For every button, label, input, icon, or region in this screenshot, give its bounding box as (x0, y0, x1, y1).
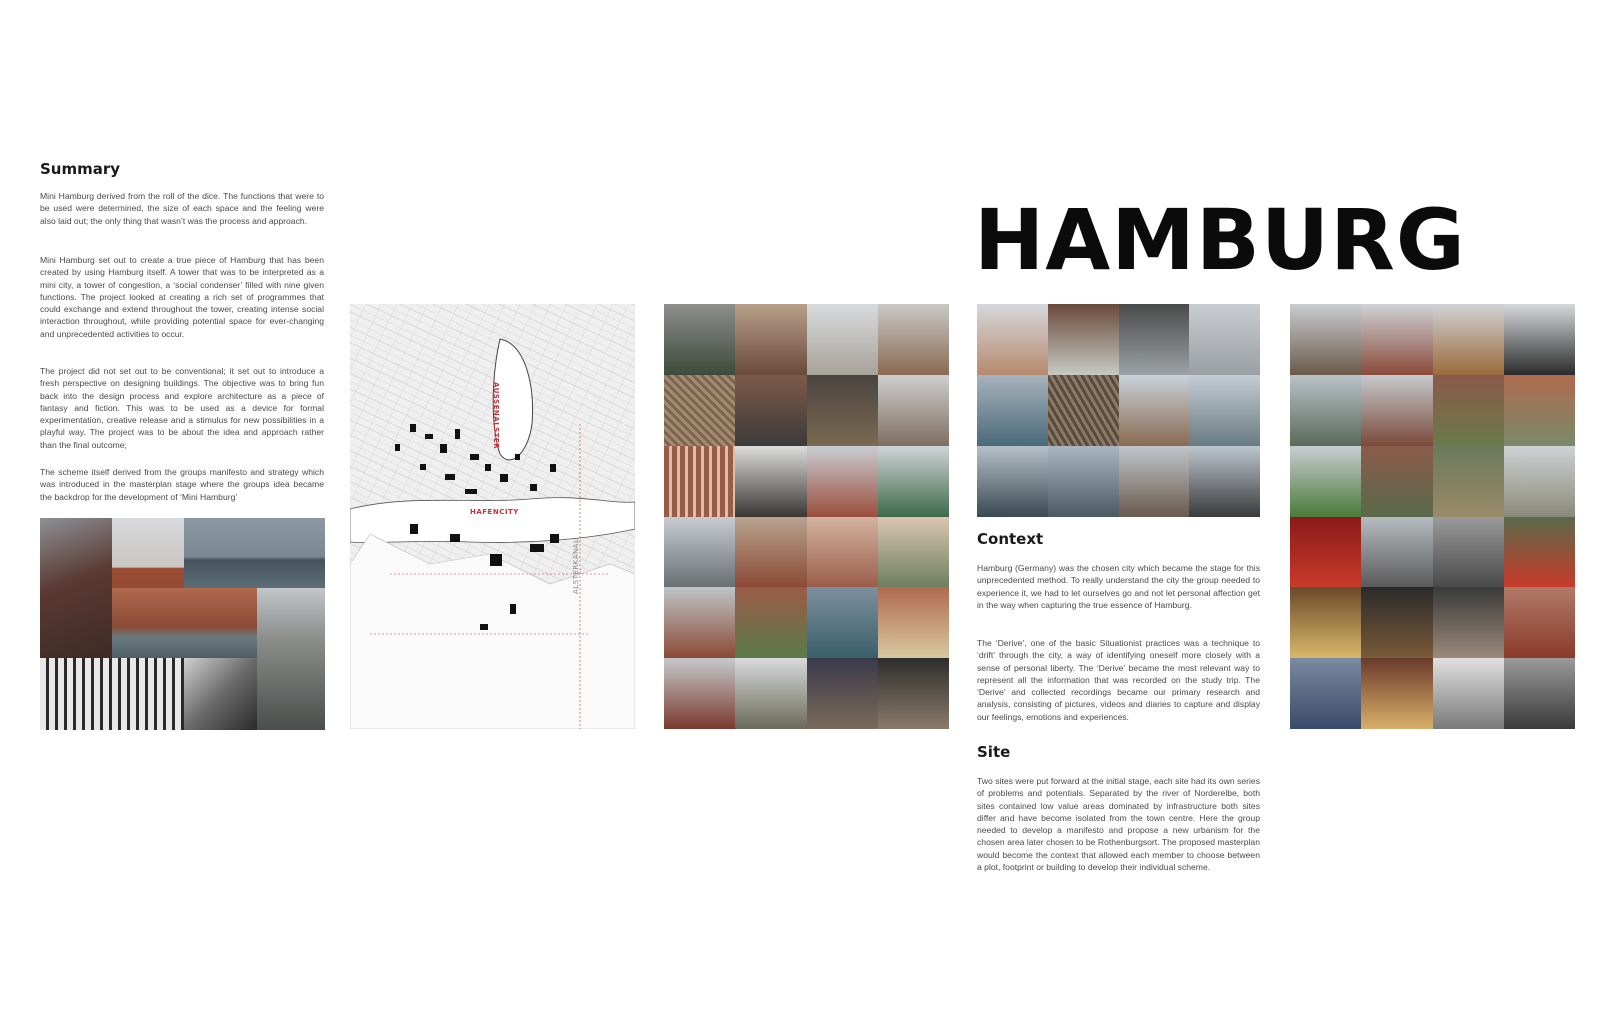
grid-photo (664, 587, 735, 658)
grid-photo (735, 304, 806, 375)
grid-photo (735, 587, 806, 658)
summary-heading: Summary (40, 160, 121, 178)
grid-photo (878, 517, 949, 588)
context-paragraph-2: The ‘Derive’, one of the basic Situationist practices was a technique to ‘drift’ through the city, a way of identifying oneself more closely with a sense of personal liberty. The ‘Derive’ became the most relevant way to represent all the information that was recorded on the study trip. The ‘Derive’ and collected recordings became our primary research and analysis, consisting of pictures, videos and diaries to capture and display our feelings, emotions and experiences. (977, 638, 1260, 722)
summary-paragraph-1: Mini Hamburg derived from the roll of the dice. The functions that were to be used were determined, the size of each space and the feeling were also laid out; the only thing that wasn’t was the process and approach. (40, 191, 324, 226)
summary-photo-collage (40, 518, 325, 730)
photo-rathaus (257, 588, 325, 730)
grid-photo (1119, 446, 1190, 517)
context-paragraph-1: Hamburg (Germany) was the chosen city which became the stage for this unprecedented method. To really understand the city the group needed to experience it, we had to let ourselves go and not let personal affection get in the way when capturing the true essence of Hamburg. (977, 563, 1260, 610)
photo-chilehaus (40, 518, 112, 658)
grid-photo (1361, 587, 1432, 658)
grid-photo (1361, 446, 1432, 517)
grid-photo (977, 446, 1048, 517)
grid-photo (1361, 658, 1432, 729)
grid-photo (1504, 658, 1575, 729)
photo-grid-right (1290, 304, 1575, 729)
grid-photo (664, 304, 735, 375)
map-label-alster: AUSSENALSTER (492, 382, 500, 450)
grid-photo (1290, 587, 1361, 658)
context-heading: Context (977, 530, 1044, 548)
photo-sprinkenhof-bw (184, 658, 257, 730)
map-river (350, 498, 635, 543)
photo-harbour (184, 518, 325, 588)
grid-photo (807, 517, 878, 588)
grid-photo (735, 446, 806, 517)
grid-photo (1361, 375, 1432, 446)
summary-paragraph-4: The scheme itself derived from the groups manifesto and strategy which was introduced in the masterplan stage where the groups idea became the backdrop for the development of ‘Mini Hamburg’ (40, 467, 324, 502)
grid-photo (735, 517, 806, 588)
summary-paragraph-3: The project did not set out to be conventional; it set out to introduce a fresh perspective on designing buildings. The objective was to bring fun back into the design process and explore architecture as a piece of fantasy and fiction. This was to be used as a device for formal experimentation, creative release and a stimulus for new possibilities in a playful way. The project was to be about the idea and approach rather than the final outcome; (40, 366, 324, 450)
photo-speicherstadt (112, 588, 257, 658)
grid-photo (1433, 304, 1504, 375)
grid-photo (1433, 587, 1504, 658)
grid-photo (664, 517, 735, 588)
grid-photo (807, 446, 878, 517)
grid-photo (735, 375, 806, 446)
grid-photo (1048, 375, 1119, 446)
grid-photo (1048, 446, 1119, 517)
map-label-hafencity: HAFENCITY (470, 508, 519, 516)
grid-photo (664, 658, 735, 729)
grid-photo (664, 446, 735, 517)
photo-grid-center (664, 304, 949, 729)
grid-photo (878, 658, 949, 729)
grid-photo (1290, 446, 1361, 517)
grid-photo (878, 375, 949, 446)
grid-photo (1119, 375, 1190, 446)
site-paragraph-1: Two sites were put forward at the initial stage, each site had its own series of problems and potentials. Separated by the river of Norderelbe, both sites contained low value areas dominated by infrastructure both sites differ and have become isolated from the town centre. Here the group needed to develop a manifesto and propose a new urbanism for the chosen area later chosen to be Rothenburgsort. The proposed masterplan would become the context that allowed each member to choose between a plot, footprint or building to develop their individual scheme. (977, 776, 1260, 873)
grid-photo (977, 304, 1048, 375)
grid-photo (878, 446, 949, 517)
grid-photo (735, 658, 806, 729)
photo-facade-bw (40, 658, 184, 730)
photo-grid-context (977, 304, 1260, 517)
grid-photo (1433, 517, 1504, 588)
grid-photo (1290, 375, 1361, 446)
summary-paragraph-2: Mini Hamburg set out to create a true piece of Hamburg that has been created by using Hamburg itself. A tower that was to be interpreted as a mini city, a tower of congestion, a ‘social condenser’ filled with nine given functions. The project looked at creating a rich set of programmes that could exchange and extend throughout the tower, creating intense social interaction throughout, while providing potential space for ever-changing and unprecedented activities to occur. (40, 255, 324, 339)
grid-photo (878, 304, 949, 375)
grid-photo (807, 658, 878, 729)
grid-photo (807, 304, 878, 375)
grid-photo (1361, 304, 1432, 375)
grid-photo (1048, 304, 1119, 375)
grid-photo (807, 375, 878, 446)
city-map (350, 304, 635, 729)
grid-photo (1189, 375, 1260, 446)
grid-photo (1119, 304, 1190, 375)
grid-photo (1189, 446, 1260, 517)
grid-photo (1361, 517, 1432, 588)
site-heading: Site (977, 743, 1011, 761)
page-title: HAMBURG (974, 191, 1466, 289)
grid-photo (1433, 658, 1504, 729)
grid-photo (807, 587, 878, 658)
grid-photo (1504, 446, 1575, 517)
grid-photo (1433, 375, 1504, 446)
grid-photo (664, 375, 735, 446)
grid-photo (1504, 587, 1575, 658)
grid-photo (977, 375, 1048, 446)
grid-photo (1290, 658, 1361, 729)
grid-photo (1290, 304, 1361, 375)
grid-photo (1290, 517, 1361, 588)
grid-photo (1189, 304, 1260, 375)
grid-photo (878, 587, 949, 658)
grid-photo (1504, 517, 1575, 588)
grid-photo (1433, 446, 1504, 517)
grid-photo (1504, 375, 1575, 446)
map-drawing (350, 304, 635, 729)
map-label-lower: ALSTERKANAL (572, 538, 580, 594)
grid-photo (1504, 304, 1575, 375)
